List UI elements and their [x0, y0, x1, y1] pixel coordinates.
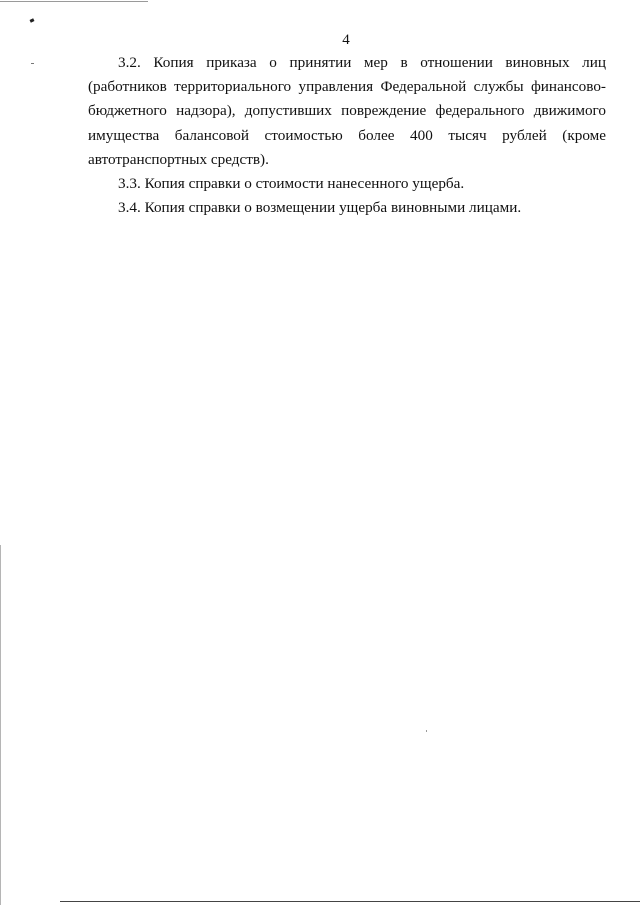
scan-left-edge — [0, 545, 1, 905]
scan-bottom-edge — [60, 901, 640, 902]
document-body — [88, 51, 606, 220]
paragraph-3-3: 3.3. Копия справки о стоимости нанесенного ущерба. — [118, 175, 465, 193]
scan-speck — [31, 63, 34, 64]
scan-top-edge — [0, 1, 148, 2]
page-number: 4 — [342, 32, 350, 48]
scan-speck — [30, 18, 35, 22]
scan-speck — [426, 730, 427, 732]
paragraph-3-4: 3.4. Копия справки о возмещении ущерба виновными лицами. — [118, 199, 522, 217]
paragraph-3-2: 3.2. Копия приказа о принятии мер в отношении виновных лиц (работников территориального управления Федеральной службы финансово-бюджетного надзора), допустивших повреждение федерального движимого имущества балансовой стоимостью более 400 тысяч рублей (кроме автотранспортных средств). — [88, 54, 606, 168]
